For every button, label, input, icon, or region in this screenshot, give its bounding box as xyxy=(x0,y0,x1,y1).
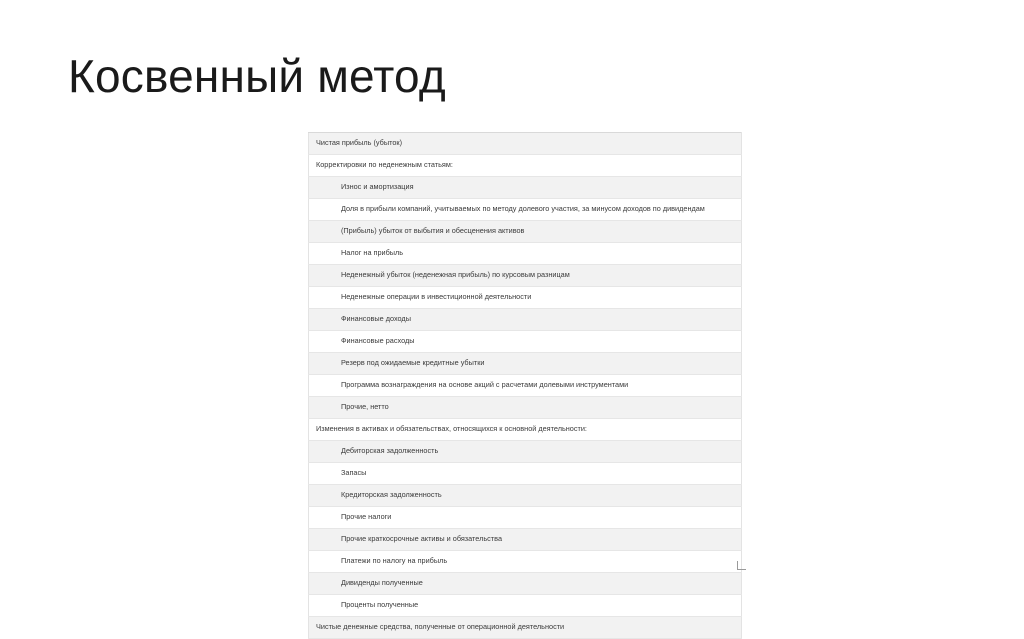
table-cell-label: Финансовые расходы xyxy=(309,331,742,353)
table-cell-label: Корректировки по неденежным статьям: xyxy=(309,155,742,177)
table-row[interactable] xyxy=(309,331,742,353)
table-row[interactable] xyxy=(309,617,742,639)
table-row[interactable] xyxy=(309,133,742,155)
table-row[interactable] xyxy=(309,265,742,287)
table-cell-label: Неденежный убыток (неденежная прибыль) по курсовым разницам xyxy=(309,265,742,287)
table-row[interactable] xyxy=(309,199,742,221)
table-cell-label: Запасы xyxy=(309,463,742,485)
table-row[interactable] xyxy=(309,353,742,375)
table-resize-handle[interactable] xyxy=(737,561,746,570)
table-cell-label: Проценты полученные xyxy=(309,595,742,617)
table-cell-label: Программа вознаграждения на основе акций с расчетами долевыми инструментами xyxy=(309,375,742,397)
table-cell-label: Износ и амортизация xyxy=(309,177,742,199)
table-cell-label: Чистые денежные средства, полученные от операционной деятельности xyxy=(309,617,742,639)
table-row[interactable] xyxy=(309,507,742,529)
table-container xyxy=(308,132,742,639)
table-cell-label: Резерв под ожидаемые кредитные убытки xyxy=(309,353,742,375)
table-row[interactable] xyxy=(309,375,742,397)
table-row[interactable] xyxy=(309,309,742,331)
table-cell-label: Финансовые доходы xyxy=(309,309,742,331)
table-cell-label: Дивиденды полученные xyxy=(309,573,742,595)
table-row[interactable] xyxy=(309,485,742,507)
table-row[interactable] xyxy=(309,463,742,485)
table-row[interactable] xyxy=(309,529,742,551)
table-row[interactable] xyxy=(309,287,742,309)
table-cell-label: Прочие краткосрочные активы и обязательства xyxy=(309,529,742,551)
table-cell-label: Дебиторская задолженность xyxy=(309,441,742,463)
table-cell-label: Доля в прибыли компаний, учитываемых по методу долевого участия, за минусом доходов по дивидендам xyxy=(309,199,742,221)
table-row[interactable] xyxy=(309,177,742,199)
table-row[interactable] xyxy=(309,551,742,573)
table-cell-label: Прочие налоги xyxy=(309,507,742,529)
table-row[interactable] xyxy=(309,441,742,463)
table-cell-label: Неденежные операции в инвестиционной деятельности xyxy=(309,287,742,309)
table-cell-label: Чистая прибыль (убыток) xyxy=(309,133,742,155)
table-cell-label: Налог на прибыль xyxy=(309,243,742,265)
table-row[interactable] xyxy=(309,397,742,419)
page-title: Косвенный метод xyxy=(68,50,446,102)
table-cell-label: Кредиторская задолженность xyxy=(309,485,742,507)
table-cell-label: (Прибыль) убыток от выбытия и обесценения активов xyxy=(309,221,742,243)
table-body xyxy=(309,133,742,639)
table-row[interactable] xyxy=(309,419,742,441)
table-cell-label: Платежи по налогу на прибыль xyxy=(309,551,742,573)
table-cell-label: Прочие, нетто xyxy=(309,397,742,419)
cash-flow-table xyxy=(308,132,742,639)
table-row[interactable] xyxy=(309,573,742,595)
table-row[interactable] xyxy=(309,243,742,265)
table-cell-label: Изменения в активах и обязательствах, относящихся к основной деятельности: xyxy=(309,419,742,441)
table-row[interactable] xyxy=(309,595,742,617)
table-row[interactable] xyxy=(309,155,742,177)
table-row[interactable] xyxy=(309,221,742,243)
